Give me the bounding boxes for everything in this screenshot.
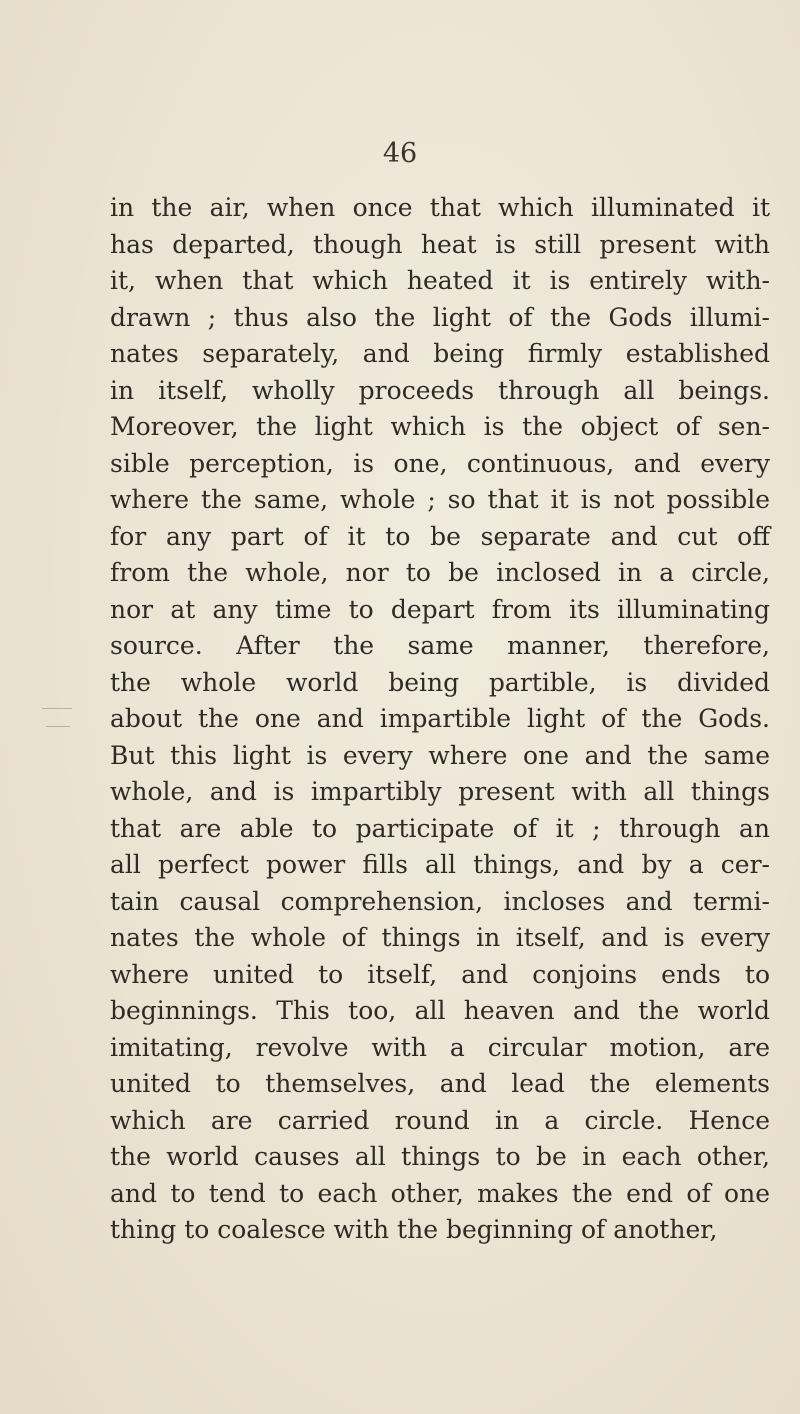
text-line: nates separately, and being firmly established — [110, 339, 770, 368]
text-line: But this light is every where one and the same — [110, 740, 770, 770]
text-line: where the same, whole ; so that it is not possible — [110, 485, 770, 514]
text-line: the world causes all things to be in each other, — [110, 1142, 770, 1171]
text-line: beginnings. This too, all heaven and the world — [110, 996, 770, 1025]
text-line: it, when that which heated it is entirely with- — [110, 266, 770, 295]
text-line: thing to coalesce with the beginning of another, — [110, 1215, 718, 1244]
edge-mark — [46, 726, 70, 727]
text-line: in itself, wholly proceeds through all beings. — [110, 375, 770, 405]
text-line: from the whole, nor to be inclosed in a circle, — [110, 558, 770, 587]
text-line: for any part of it to be separate and cut off — [110, 521, 770, 551]
page-number: 46 — [382, 138, 418, 169]
text-line: nor at any time to depart from its illuminating — [110, 594, 770, 624]
text-line: tain causal comprehension, incloses and termi- — [110, 886, 770, 916]
text-line: sible perception, is one, continuous, and every — [110, 448, 770, 478]
text-line: Moreover, the light which is the object of sen- — [110, 412, 770, 441]
text-line: which are carried round in a circle. Hence — [110, 1105, 770, 1135]
text-line: and to tend to each other, makes the end of one — [110, 1178, 770, 1208]
text-line: united to themselves, and lead the elements — [110, 1069, 770, 1098]
body-text — [110, 190, 770, 1249]
text-line: that are able to participate of it ; through an — [110, 813, 770, 843]
text-line: in the air, when once that which illuminated it — [110, 193, 770, 222]
text-line: whole, and is impartibly present with all things — [110, 777, 770, 806]
text-line: source. After the same manner, therefore, — [110, 631, 770, 660]
text-line: drawn ; thus also the light of the Gods illumi- — [110, 302, 770, 332]
text-line: the whole world being partible, is divided — [110, 667, 770, 697]
text-line: about the one and impartible light of the Gods. — [110, 704, 770, 733]
text-line: has departed, though heat is still present with — [110, 229, 770, 259]
text-line: all perfect power fills all things, and by a cer- — [110, 850, 770, 879]
text-line: imitating, revolve with a circular motion, are — [110, 1032, 770, 1062]
text-line: nates the whole of things in itself, and is every — [110, 923, 770, 952]
edge-mark — [42, 708, 72, 709]
text-line: where united to itself, and conjoins ends to — [110, 959, 770, 989]
